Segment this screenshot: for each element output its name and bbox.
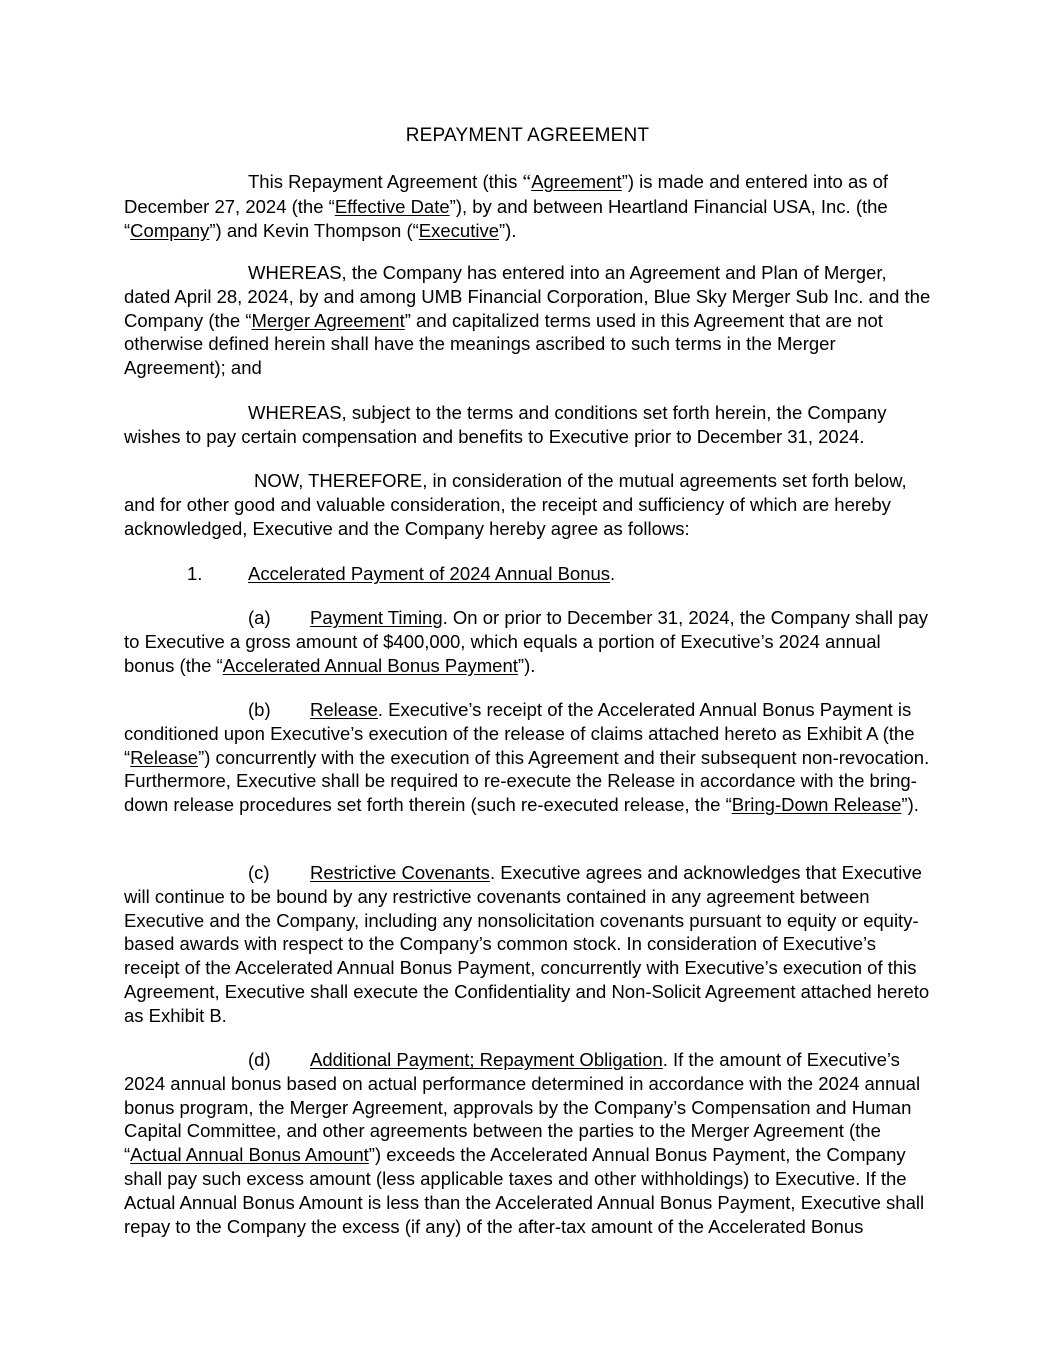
subsection-a: (a) Payment Timing. On or prior to December 31, 2024, the Company shall pay to Executive a gross amount of $400,000, which equals a portion of Executive’s 2024 annual bonus (the “Accelerated Annual Bonus Payment”). <box>124 607 929 676</box>
subsection-b: (b) Release. Executive’s receipt of the Accelerated Annual Bonus Payment is conditioned upon Executive’s execution of the release of claims attached hereto as Exhibit A (the “Release”) concurrently with the execution of this Agreement and their subsequent non-revocation. Furthermore, Executive shall be required to re-execute the Release in accordance with the bring-down release procedures set forth therein (such re-executed release, the “Bring-Down Release”). <box>124 699 930 816</box>
defined-term-actual-bonus-amount: Actual Annual Bonus Amount <box>130 1144 369 1166</box>
subsection-c-heading: Restrictive Covenants <box>310 862 490 883</box>
subsection-d: (d) Additional Payment; Repayment Obligation. If the amount of Executive’s 2024 annual bonus based on actual performance determined in accordance with the 2024 annual bonus program, the Merger Agreement, approvals by the Company’s Compensation and Human Capital Committee, and other agreements between the parties to the Merger Agreement (the “Actual Annual Bonus Amount”) exceeds the Accelerated Annual Bonus Payment, the Company shall pay such excess amount (less applicable taxes and other withholdings) to Executive. If the Actual Annual Bonus Amount is less than the Accelerated Annual Bonus Payment, Executive shall repay to the Company the excess (if any) of the after-tax amount of the Accelerated Bonus <box>124 1049 925 1237</box>
subsection-b-heading: Release <box>310 699 378 720</box>
now-therefore-paragraph: NOW, THEREFORE, in consideration of the mutual agreements set forth below, and for other good and valuable consideration, the receipt and sufficiency of which are hereby acknowledged, Executive and the Company hereby agree as follows: <box>124 470 907 539</box>
whereas-paragraph-1: WHEREAS, the Company has entered into an Agreement and Plan of Merger, dated April 28, 2024, by and among UMB Financial Corporation, Blue Sky Merger Sub Inc. and the Company (the “Merger Agreement” and capitalized terms used in this Agreement that are not otherwise defined herein shall have the meanings ascribed to such terms in the Merger Agreement); and <box>124 262 931 379</box>
defined-term-effective-date: Effective Date <box>334 195 450 217</box>
subsection-a-label: (a) <box>248 607 271 628</box>
intro-paragraph: This Repayment Agreement (this “Agreement”) is made and entered into as of December 27, 2024 (the “Effective Date”), by and between Heartland Financial USA, Inc. (the “Company”) and Kevin Thompson (“Executive”). <box>124 171 889 241</box>
whereas-paragraph-2: WHEREAS, subject to the terms and conditions set forth herein, the Company wishes to pay certain compensation and benefits to Executive prior to December 31, 2024. <box>124 402 887 447</box>
defined-term-bring-down-release: Bring-Down Release <box>731 794 902 816</box>
section-1-number: 1. <box>187 563 203 584</box>
subsection-a-heading: Payment Timing <box>310 607 443 628</box>
subsection-b-label: (b) <box>248 699 271 720</box>
document-title: REPAYMENT AGREEMENT <box>405 125 650 146</box>
defined-term-accelerated-payment: Accelerated Annual Bonus Payment <box>222 654 518 676</box>
defined-term-executive: Executive <box>418 219 499 241</box>
defined-term-merger-agreement: Merger Agreement <box>251 309 405 331</box>
subsection-d-label: (d) <box>248 1049 271 1070</box>
defined-term-agreement: Agreement <box>531 171 622 192</box>
subsection-d-heading: Additional Payment; Repayment Obligation <box>310 1049 663 1070</box>
section-1-heading: Accelerated Payment of 2024 Annual Bonus. <box>248 563 616 584</box>
subsection-c: (c) Restrictive Covenants. Executive agrees and acknowledges that Executive will continue to be bound by any restrictive covenants contained in any agreement between Executive and the Company, including any nonsolicitation covenants pursuant to equity or equity-based awards with respect to the Company’s common stock. In consideration of Executive’s receipt of the Accelerated Annual Bonus Payment, concurrently with Executive’s execution of this Agreement, Executive shall execute the Confidentiality and Non-Solicit Agreement attached hereto as Exhibit B. <box>124 862 930 1026</box>
defined-term-company: Company <box>130 219 210 241</box>
defined-term-release: Release <box>130 746 199 768</box>
subsection-c-label: (c) <box>248 862 270 883</box>
